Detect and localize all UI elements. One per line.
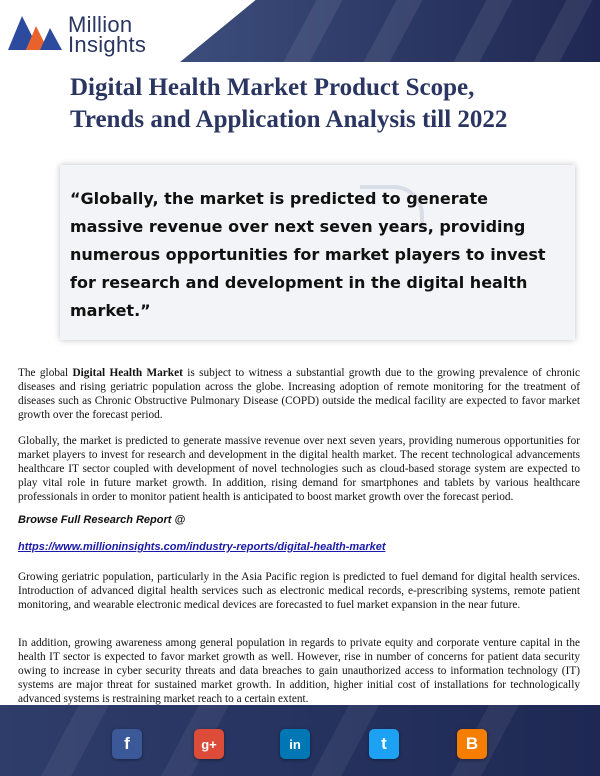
report-link[interactable]: https://www.millioninsights.com/industry-reports/digital-health-market	[18, 541, 386, 553]
page-title-line1: Digital Health Market Product Scope,	[70, 74, 475, 101]
browse-label: Browse Full Research Report @	[18, 514, 186, 526]
twitter-icon[interactable]: t	[369, 729, 399, 759]
paragraph-geriatric: Growing geriatric population, particularly in the Asia Pacific region is predicted to fuel demand for digital health services. Introduction of advanced digital health services such as electronic medical records, e-prescribing systems, remote patient monitoring, and wearable electronic medical devices are forecasted to fuel market expansion in the near future.	[18, 571, 580, 611]
page-footer	[0, 705, 600, 776]
million-insights-logo[interactable]	[6, 10, 156, 57]
header-banner	[180, 0, 600, 62]
logo-mark-icon	[6, 10, 64, 52]
paragraph-globally: Globally, the market is predicted to generate massive revenue over next seven years, providing numerous opportunities for market players to invest for research and development in the digital health market. The recent technological advancements healthcare IT sector coupled with development of novel technologies such as cloud-based storage system are expected to play vital role in future market growth. In addition, rising demand for smartphones and tablets by various healthcare professionals in order to monitor patient health is anticipated to boost market growth over the forecast period.	[18, 435, 580, 503]
pull-quote: “Globally, the market is predicted to generate massive revenue over next seven years, providing numerous opportunities for market players to invest for research and development in the digital health market.”	[70, 189, 546, 320]
page-header	[0, 0, 600, 62]
facebook-icon[interactable]: f	[112, 729, 142, 759]
logo-text-million: Million	[68, 12, 133, 37]
paragraph-intro	[18, 366, 580, 422]
google-plus-icon[interactable]: g+	[194, 729, 224, 759]
page-title	[70, 72, 570, 136]
page-title-line2: Trends and Application Analysis till 2022	[70, 106, 508, 133]
blogger-icon[interactable]: B	[457, 729, 487, 759]
paragraph-awareness: In addition, growing awareness among general population in regards to private equity and corporate venture capital in the health IT sector is expected to favor market growth as well. However, rise in number of concerns for patient data security owing to increase in cyber security threats and data breaches to gain unauthorized access to information technology (IT) systems are major threat for sustained market growth. In addition, higher initial cost of installations for technologically advanced systems is restraining market reach to a certain extent.	[18, 637, 580, 705]
linkedin-icon[interactable]: in	[280, 729, 310, 759]
quote-box	[60, 165, 575, 340]
market-name-bold: Digital Health Market	[72, 367, 183, 379]
logo-text-insights: Insights	[68, 32, 147, 57]
paragraph-intro-prefix: The global	[18, 367, 73, 379]
paragraph-intro-rest: is subject to witness a substantial growth due to the growing prevalence of chronic diseases and rising geriatric population across the globe. Increasing adoption of remote monitoring for the treatment of diseases such as Chronic Obstructive Pulmonary Disease (COPD) outside the medical facility are expected to favor market growth over the forecast period.	[18, 367, 580, 421]
